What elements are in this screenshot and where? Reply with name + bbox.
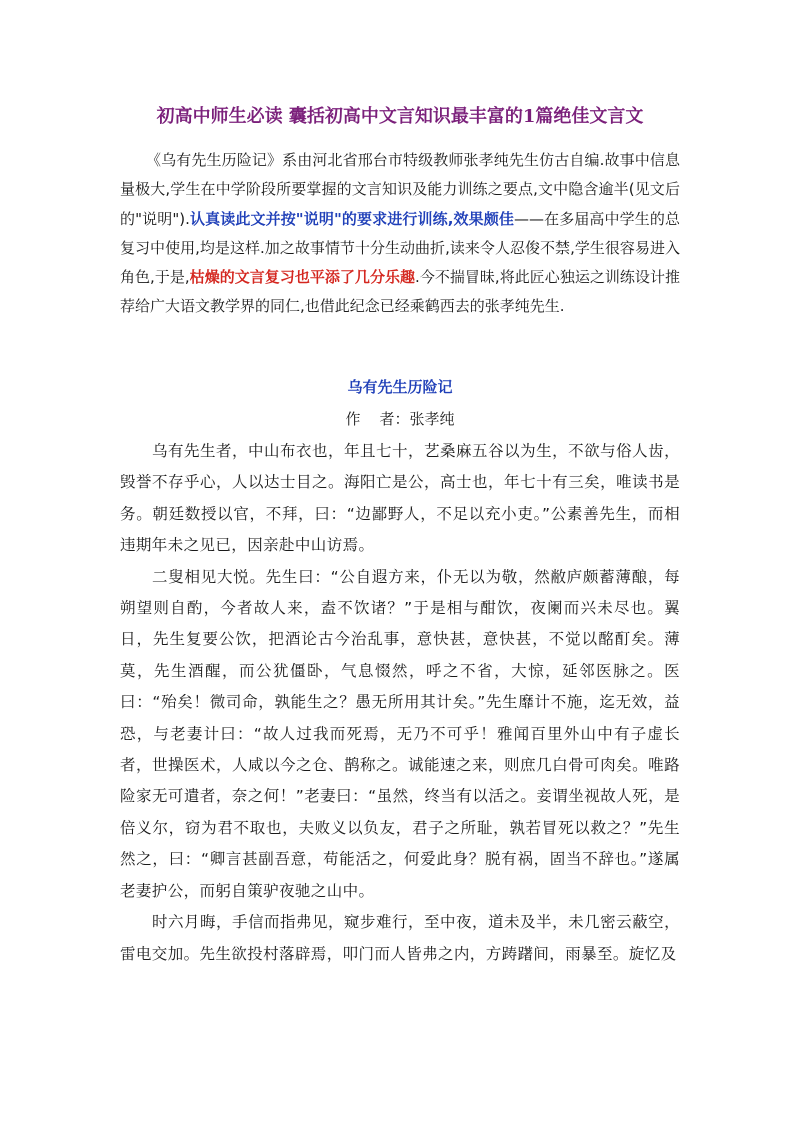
- author-label: 作 者：: [345, 410, 410, 428]
- story-body: [120, 436, 680, 970]
- intro-highlight-red: 枯燥的文言复习也平添了几分乐趣: [189, 268, 416, 287]
- author-line: [120, 408, 680, 430]
- story-paragraph: 乌有先生者，中山布衣也，年且七十，艺桑麻五谷以为生，不欲与俗人齿，毁誉不存乎心，人以达士目之。海阳亡是公，高士也，年七十有三矣，唯读书是务。朝廷数授以官，不拜，曰：“边鄙野人，不足以充小吏。”公素善先生，而相违期年未之见已，因亲赴中山访焉。: [120, 442, 680, 555]
- intro-text-part3: .今不揣冒昧,将此匠心独运之训练设计推荐给广大语文教学界的同仁,也借此纪念已经乘鹤西去的张孝纯先生.: [120, 268, 680, 316]
- intro-highlight-blue: 认真读此文并按"说明"的要求进行训练,效果颇佳: [189, 209, 514, 228]
- intro-text-part2: ——在多届高中学生的总复习中使用,均是这样.加之故事情节十分生动曲折,读来令人忍俊不禁,学生很容易进入角色,于是,: [120, 209, 680, 287]
- intro-paragraph: [120, 146, 680, 322]
- story-paragraph: 二叟相见大悦。先生曰：“公自遐方来，仆无以为敬，然敝庐颇蓄薄酿，每朔望则自酌，今者故人来，盍不饮诸？”于是相与酣饮，夜阑而兴未尽也。翼日，先生复要公饮，把酒论古今治乱事，意快甚，意快甚，不觉以酩酊矣。薄莫，先生酒醒，而公犹僵卧，气息惙然，呼之不省，大惊，延邻医脉之。医曰：“殆矣！微司命，孰能生之？愚无所用其计矣。”先生靡计不施，迄无效，益恐，与老妻计曰：“故人过我而死焉，无乃不可乎！雅闻百里外山中有子虚长者，世操医术，人咸以今之仓、鹊称之。诚能速之来，则庶几白骨可肉矣。唯路险家无可遣者，奈之何！”老妻曰：“虽然，终当有以活之。妾谓坐视故人死，是倍义尔，窃为君不取也，夫败义以负友，君子之所耻，孰若冒死以救之？”先生然之，曰：“卿言甚副吾意，苟能活之，何爱此身？脱有祸，固当不辞也。”遂属老妻护公，而躬自策驴夜驰之山中。: [120, 567, 680, 900]
- story-title: 乌有先生历险记: [347, 378, 453, 396]
- author-name: 张孝纯: [409, 410, 455, 428]
- document-title: 初高中师生必读 囊括初高中文言知识最丰富的1篇绝佳文言文: [156, 106, 644, 127]
- story-paragraph: 时六月晦，手信而指弗见，窥步难行，至中夜，道未及半，未几密云蔽空，雷电交加。先生欲投村落辟焉，叩门而人皆弗之内，方踌躇间，雨暴至。旋忆及: [120, 913, 680, 963]
- intro-text-part1: 《乌有先生历险记》系由河北省邢台市特级教师张孝纯先生仿古自编.故事中信息量极大,学生在中学阶段所要掌握的文言知识及能力训练之要点,文中隐含逾半(见文后的"说明").: [120, 151, 680, 228]
